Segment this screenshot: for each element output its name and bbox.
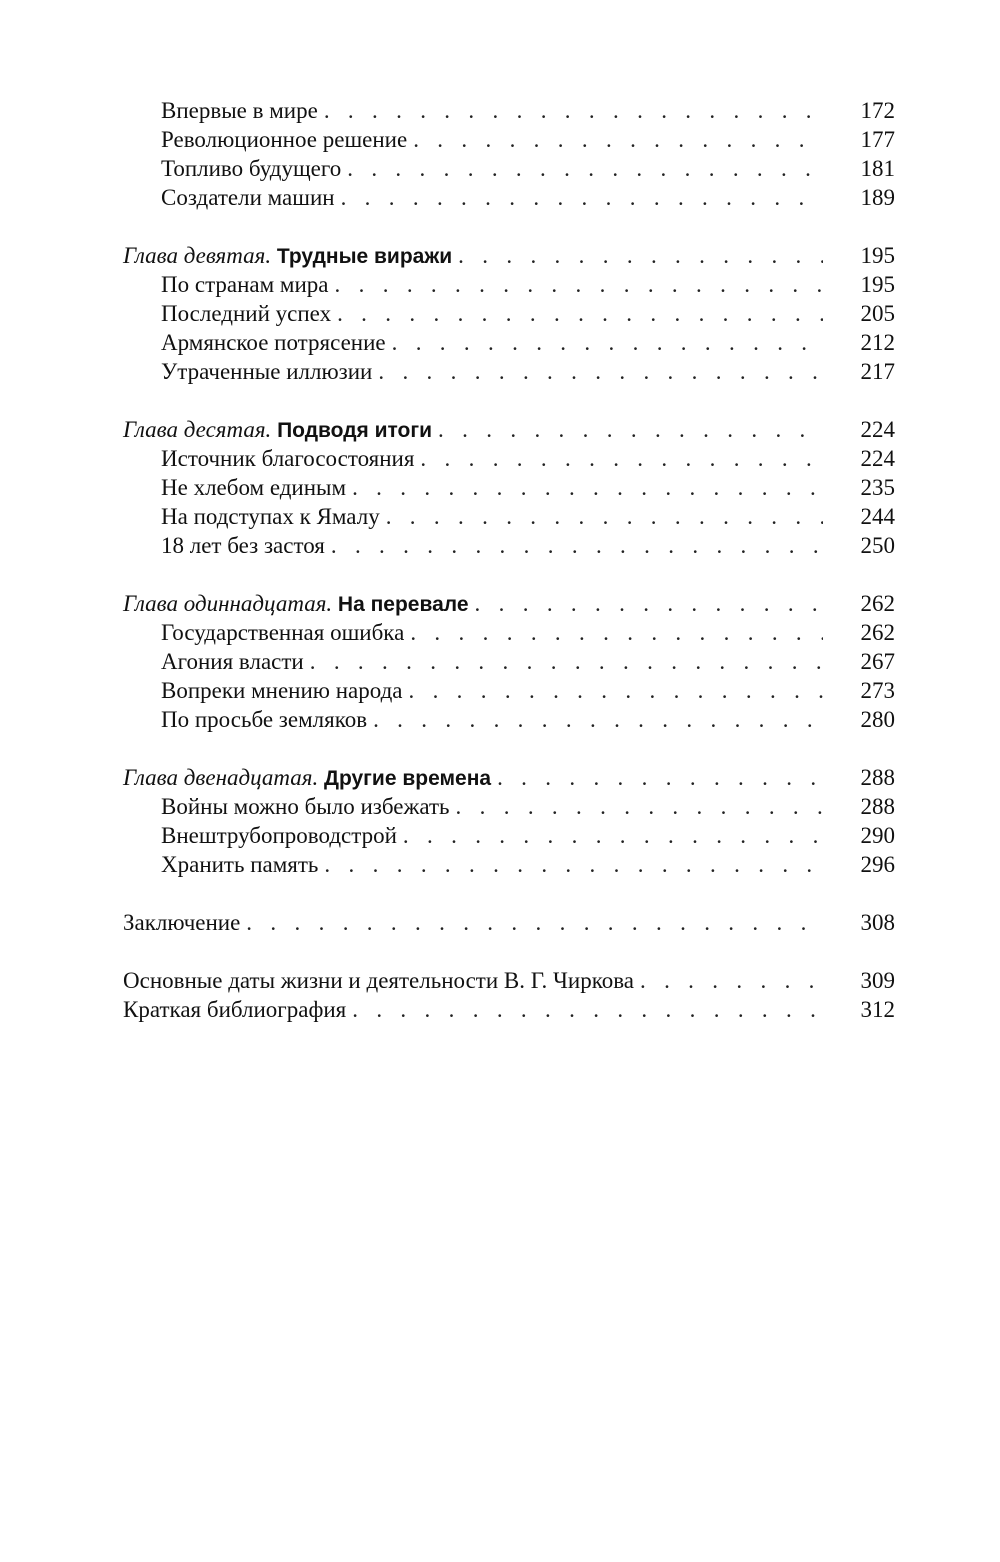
- entry-title: Последний успех: [161, 301, 332, 326]
- toc-chapter-entry: [123, 589, 895, 618]
- toc-subsection-entry: [123, 328, 895, 357]
- toc-chapter-entry: [123, 241, 895, 270]
- entry-title: Источник благосостояния: [161, 446, 415, 471]
- dot-leader: [246, 908, 823, 937]
- chapter-title: Трудные виражи: [276, 245, 453, 268]
- entry-title: Революционное решение: [161, 127, 408, 152]
- dot-leader: [420, 444, 823, 473]
- toc-section: [123, 415, 895, 560]
- page-number: 296: [860, 852, 895, 877]
- entry-title: [123, 589, 469, 619]
- dot-leader: [347, 154, 823, 183]
- toc-subsection-entry: [123, 473, 895, 502]
- chapter-title: Подводя итоги: [277, 419, 433, 442]
- dot-leader: [408, 676, 823, 705]
- entry-title: [123, 241, 452, 271]
- entry-title: 18 лет без застоя: [161, 533, 325, 558]
- toc-subsection-entry: [123, 154, 895, 183]
- page-number: 172: [860, 98, 895, 123]
- page-number: 308: [860, 910, 895, 935]
- toc-subsection-entry: [123, 270, 895, 299]
- page-number: 312: [860, 997, 895, 1022]
- page-number: 235: [860, 475, 895, 500]
- toc-subsection-entry: [123, 647, 895, 676]
- toc-subsection-entry: [123, 125, 895, 154]
- page-number: 217: [860, 359, 895, 384]
- dot-leader: [352, 995, 823, 1024]
- dot-leader: [331, 531, 823, 560]
- page-number: 280: [860, 707, 895, 732]
- entry-title: Утраченные иллюзии: [161, 359, 373, 384]
- dot-leader: [335, 270, 823, 299]
- page-number: 195: [860, 243, 895, 268]
- toc-entry: [123, 995, 895, 1024]
- dot-leader: [640, 966, 823, 995]
- toc-chapter-entry: [123, 763, 895, 792]
- dot-leader: [497, 763, 823, 792]
- chapter-title: На перевале: [337, 593, 469, 616]
- toc-subsection-entry: [123, 531, 895, 560]
- chapter-prefix: Глава десятая.: [123, 417, 272, 442]
- entry-title: На подступах к Ямалу: [161, 504, 380, 529]
- page-number: 224: [860, 417, 895, 442]
- page-number: 224: [860, 446, 895, 471]
- page-number: 205: [860, 301, 895, 326]
- toc-subsection-entry: [123, 183, 895, 212]
- page-number: 288: [860, 794, 895, 819]
- toc-section: [123, 96, 895, 212]
- entry-title: Войны можно было избежать: [161, 794, 450, 819]
- page-number: 262: [860, 620, 895, 645]
- entry-title: Топливо будущего: [161, 156, 342, 181]
- entry-title: [123, 415, 432, 445]
- entry-title: Создатели машин: [161, 185, 335, 210]
- dot-leader: [386, 502, 823, 531]
- dot-leader: [373, 705, 823, 734]
- dot-leader: [324, 96, 823, 125]
- dot-leader: [403, 821, 823, 850]
- toc-subsection-entry: [123, 444, 895, 473]
- dot-leader: [378, 357, 823, 386]
- page-number: 309: [860, 968, 895, 993]
- table-of-contents: [123, 96, 895, 1024]
- dot-leader: [475, 589, 823, 618]
- dot-leader: [456, 792, 823, 821]
- dot-leader: [341, 183, 823, 212]
- chapter-prefix: Глава девятая.: [123, 243, 272, 268]
- dot-leader: [310, 647, 823, 676]
- entry-title: Вопреки мнению народа: [161, 678, 403, 703]
- toc-subsection-entry: [123, 299, 895, 328]
- toc-subsection-entry: [123, 357, 895, 386]
- page-number: 177: [860, 127, 895, 152]
- page-number: 212: [860, 330, 895, 355]
- dot-leader: [410, 618, 823, 647]
- page-number: 250: [860, 533, 895, 558]
- toc-entry: [123, 966, 895, 995]
- toc-subsection-entry: [123, 618, 895, 647]
- page-number: 267: [860, 649, 895, 674]
- entry-title: Агония власти: [161, 649, 304, 674]
- dot-leader: [337, 299, 823, 328]
- entry-title: Государственная ошибка: [161, 620, 405, 645]
- dot-leader: [413, 125, 823, 154]
- entry-title: Заключение: [123, 910, 241, 935]
- dot-leader: [324, 850, 823, 879]
- dot-leader: [458, 241, 823, 270]
- dot-leader: [392, 328, 823, 357]
- entry-title: Основные даты жизни и деятельности В. Г. Чиркова: [123, 968, 634, 993]
- toc-entry: [123, 908, 895, 937]
- toc-section: [123, 908, 895, 937]
- entry-title: Краткая библиография: [123, 997, 347, 1022]
- entry-title: Не хлебом единым: [161, 475, 347, 500]
- page-number: 189: [860, 185, 895, 210]
- toc-subsection-entry: [123, 792, 895, 821]
- chapter-title: Другие времена: [323, 767, 492, 790]
- toc-subsection-entry: [123, 676, 895, 705]
- chapter-prefix: Глава двенадцатая.: [123, 765, 319, 790]
- page-number: 288: [860, 765, 895, 790]
- page-number: 262: [860, 591, 895, 616]
- dot-leader: [352, 473, 823, 502]
- page-number: 290: [860, 823, 895, 848]
- page-number: 195: [860, 272, 895, 297]
- entry-title: [123, 763, 491, 793]
- page-number: 244: [860, 504, 895, 529]
- chapter-prefix: Глава одиннадцатая.: [123, 591, 333, 616]
- toc-section: [123, 763, 895, 879]
- toc-section: [123, 241, 895, 386]
- entry-title: По странам мира: [161, 272, 329, 297]
- entry-title: По просьбе земляков: [161, 707, 368, 732]
- toc-section: [123, 966, 895, 1024]
- entry-title: Армянское потрясение: [161, 330, 386, 355]
- toc-section: [123, 589, 895, 734]
- toc-subsection-entry: [123, 96, 895, 125]
- page-number: 181: [860, 156, 895, 181]
- toc-subsection-entry: [123, 705, 895, 734]
- entry-title: Внештрубопроводстрой: [161, 823, 397, 848]
- dot-leader: [438, 415, 823, 444]
- entry-title: Хранить память: [161, 852, 319, 877]
- entry-title: Впервые в мире: [161, 98, 318, 123]
- toc-subsection-entry: [123, 502, 895, 531]
- toc-subsection-entry: [123, 821, 895, 850]
- toc-subsection-entry: [123, 850, 895, 879]
- toc-chapter-entry: [123, 415, 895, 444]
- page-number: 273: [860, 678, 895, 703]
